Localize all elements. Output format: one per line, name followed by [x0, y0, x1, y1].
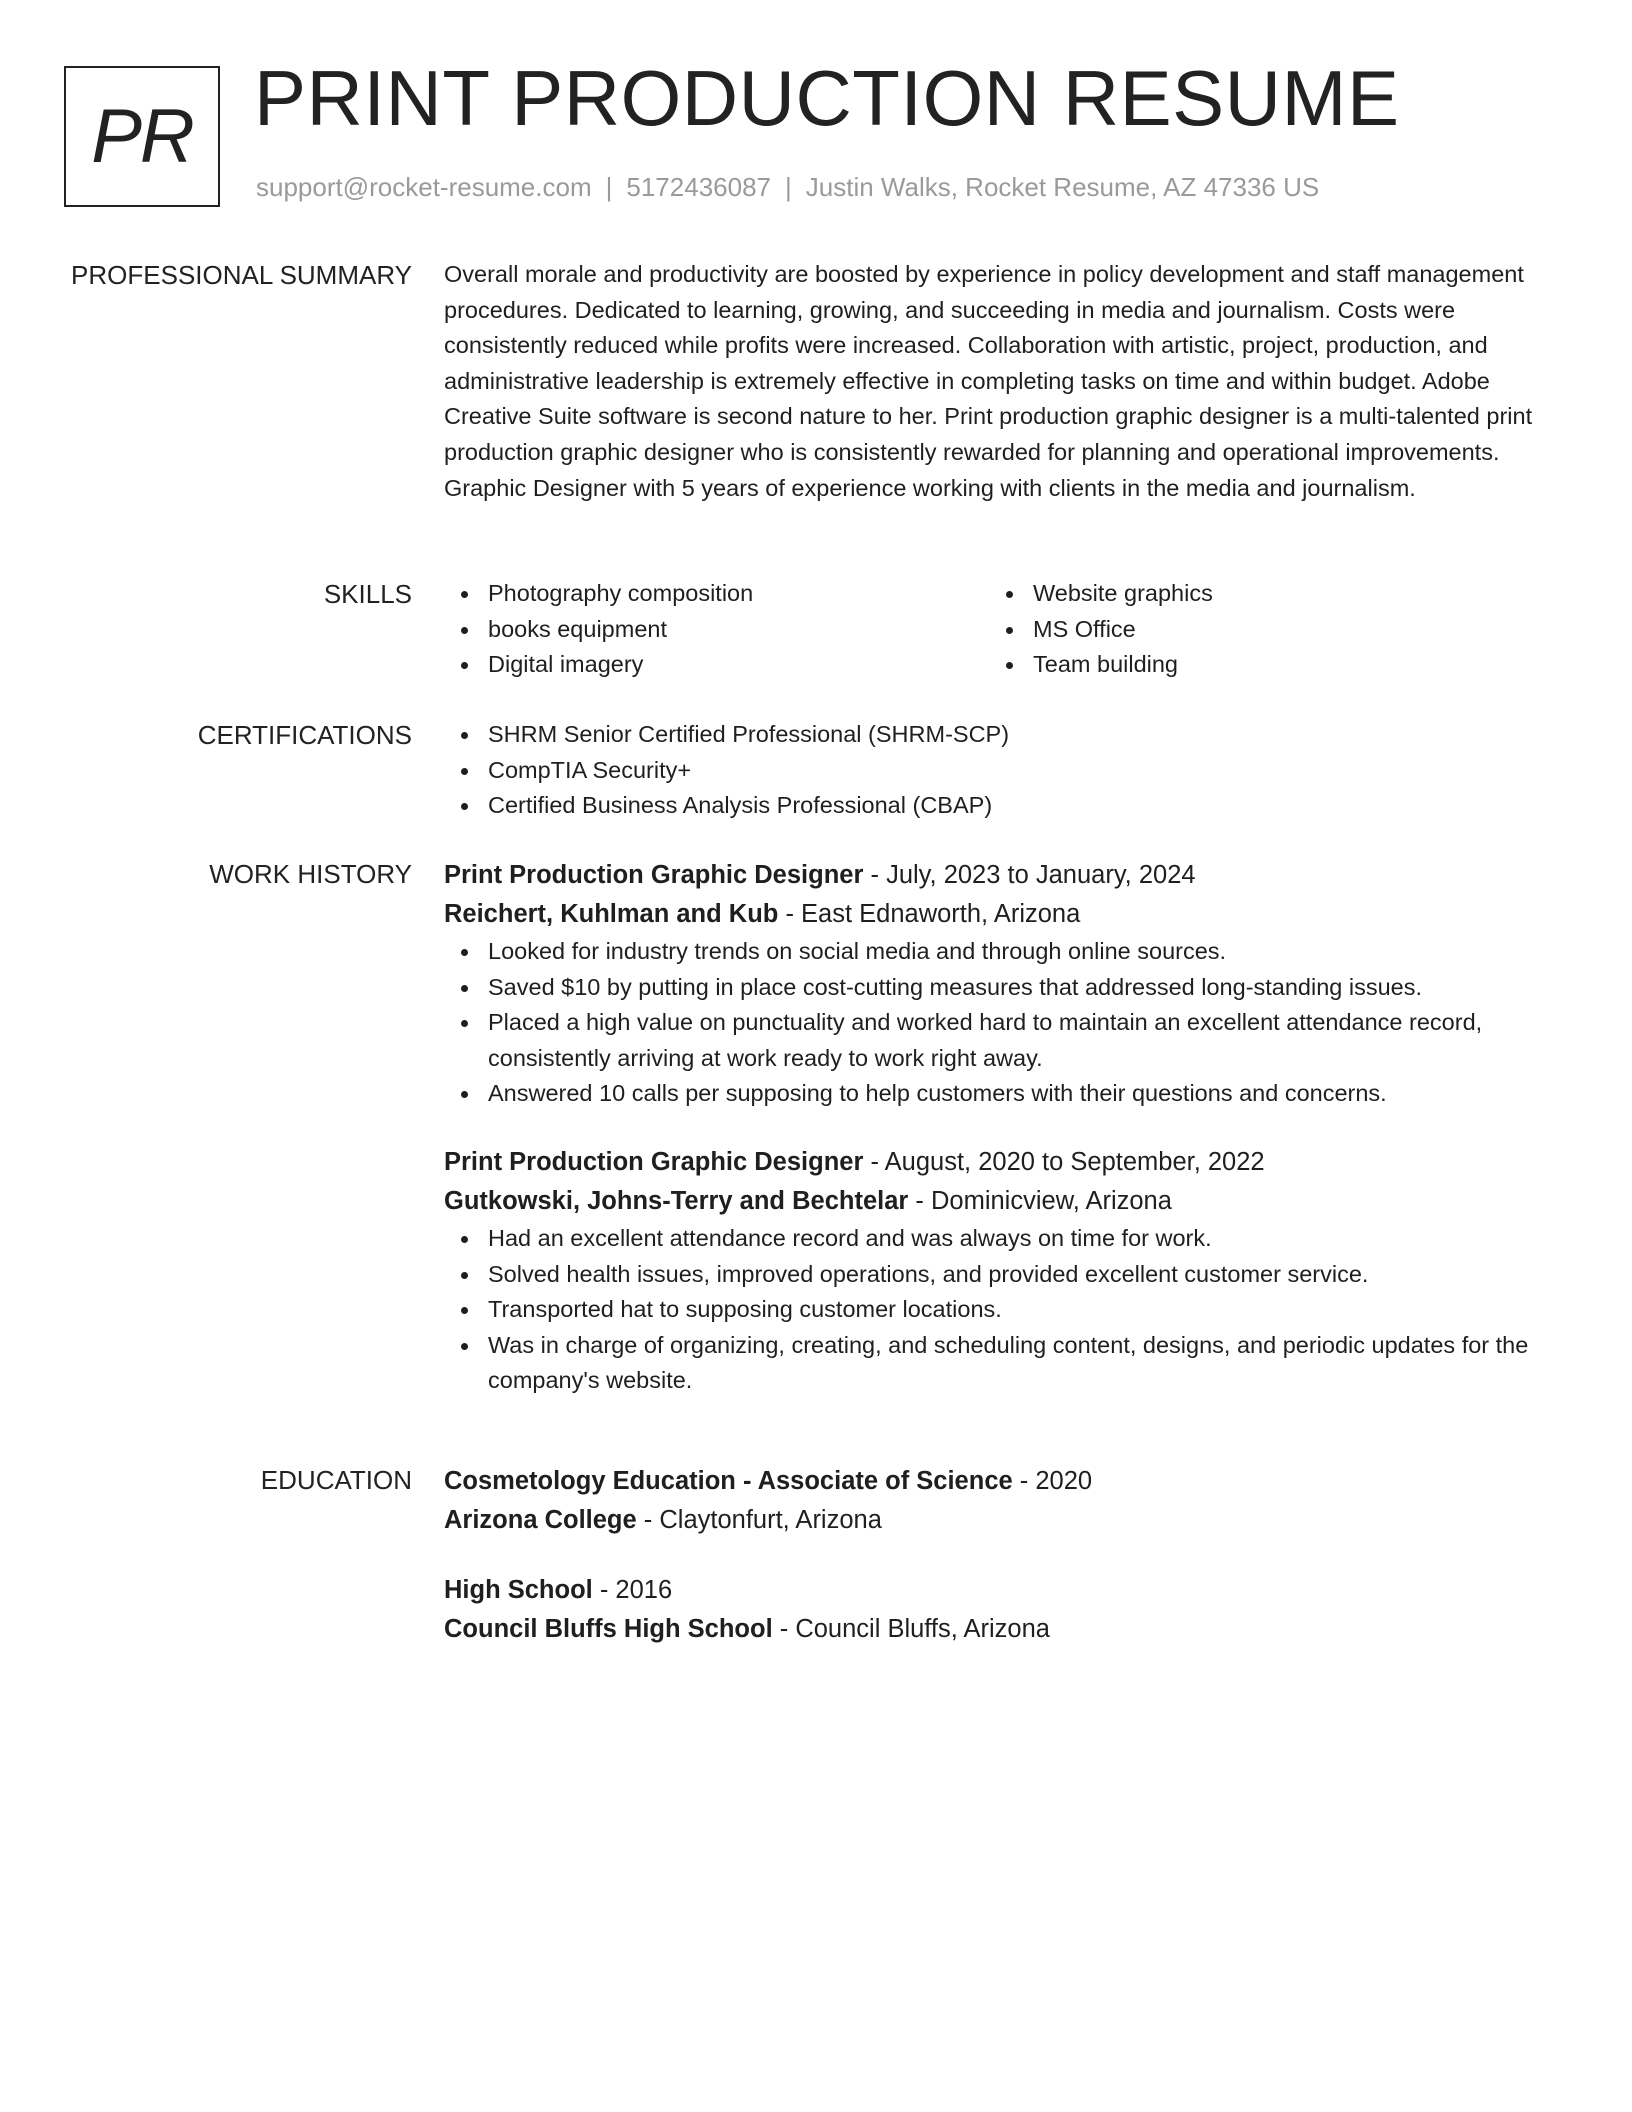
- education-entry: [444, 1462, 1544, 1540]
- job-entry: [444, 1143, 1544, 1399]
- school-location: - Claytonfurt, Arizona: [636, 1506, 882, 1534]
- section-label: SKILLS: [323, 579, 412, 609]
- company-location: - East Ednaworth, Arizona: [778, 900, 1081, 928]
- job-heading: [444, 856, 1544, 895]
- job-bullet: Solved health issues, improved operations, and provided excellent customer service.: [444, 1257, 1544, 1293]
- skill-item: Team building: [989, 647, 1534, 683]
- education-school-line: [444, 1501, 1544, 1540]
- section-label: WORK HISTORY: [209, 859, 412, 889]
- certification-item: Certified Business Analysis Professional (CBAP): [444, 788, 1544, 824]
- degree-name: High School: [444, 1576, 593, 1604]
- section-label: CERTIFICATIONS: [197, 720, 412, 750]
- job-bullet: Placed a high value on punctuality and worked hard to maintain an excellent attendance record, consistently arriving at work ready to work right away.: [444, 1005, 1544, 1076]
- job-dates: - August, 2020 to September, 2022: [863, 1147, 1265, 1176]
- skills-column: [444, 576, 989, 683]
- summary-text: Overall morale and productivity are boosted by experience in policy development and staff management procedures. Dedicated to learning, growing, and succeeding in media and journalism. Costs were consistently reduced while profits were increased. Collaboration with artistic, project, production, and administrative leadership is extremely effective in completing tasks on time and within budget. Adobe Creative Suite software is second nature to her. Print production graphic designer is a multi-talented print production graphic designer who is consistently rewarded for planning and operational improvements. Graphic Designer with 5 years of experience working with clients in the media and journalism.: [444, 261, 1533, 501]
- skill-item: books equipment: [444, 612, 989, 648]
- job-dates: - July, 2023 to January, 2024: [863, 861, 1196, 889]
- resume-title: PRINT PRODUCTION RESUME: [254, 54, 1400, 142]
- company-name: Reichert, Kuhlman and Kub: [444, 900, 779, 928]
- monogram-logo: PR: [64, 66, 220, 207]
- education-entry: [444, 1571, 1544, 1649]
- education-degree-line: [444, 1462, 1544, 1501]
- contact-separator: |: [605, 172, 613, 202]
- certification-item: SHRM Senior Certified Professional (SHRM-SCP): [444, 717, 1544, 753]
- job-title: Print Production Graphic Designer: [444, 861, 864, 889]
- job-entry: [444, 856, 1544, 1112]
- education-school-line: [444, 1610, 1544, 1649]
- contact-line: [256, 172, 1319, 203]
- job-bullet: Transported hat to supposing customer locations.: [444, 1292, 1544, 1328]
- job-bullet: Answered 10 calls per supposing to help customers with their questions and concerns.: [444, 1076, 1544, 1112]
- job-bullets: [444, 934, 1544, 1112]
- skill-item: Photography composition: [444, 576, 989, 612]
- company-location: - Dominicview, Arizona: [908, 1186, 1172, 1215]
- section-label: EDUCATION: [260, 1465, 412, 1495]
- education-degree-line: [444, 1571, 1544, 1610]
- company-name: Gutkowski, Johns-Terry and Bechtelar: [444, 1186, 909, 1215]
- section-label: PROFESSIONAL SUMMARY: [71, 260, 412, 290]
- contact-phone: 5172436087: [626, 172, 771, 202]
- job-bullets: [444, 1221, 1544, 1399]
- contact-address: Justin Walks, Rocket Resume, AZ 47336 US: [805, 172, 1320, 202]
- job-bullet: Was in charge of organizing, creating, and scheduling content, designs, and periodic updates for the company's website.: [444, 1328, 1544, 1399]
- skill-item: Website graphics: [989, 576, 1534, 612]
- contact-email: support@rocket-resume.com: [256, 172, 592, 202]
- skill-item: Digital imagery: [444, 647, 989, 683]
- degree-year: - 2016: [592, 1576, 673, 1604]
- contact-separator: |: [785, 172, 792, 202]
- degree-year: - 2020: [1012, 1467, 1093, 1495]
- certification-item: CompTIA Security+: [444, 753, 1544, 789]
- school-name: Arizona College: [444, 1506, 637, 1534]
- school-name: Council Bluffs High School: [444, 1615, 773, 1643]
- job-employer: [444, 895, 1544, 934]
- job-bullet: Saved $10 by putting in place cost-cutting measures that addressed long-standing issues.: [444, 970, 1544, 1006]
- skill-item: MS Office: [989, 612, 1534, 648]
- certifications-list: [444, 717, 1544, 824]
- degree-name: Cosmetology Education - Associate of Science: [444, 1467, 1013, 1495]
- job-title: Print Production Graphic Designer: [444, 1147, 864, 1176]
- job-employer: [444, 1182, 1544, 1221]
- job-bullet: Looked for industry trends on social media and through online sources.: [444, 934, 1544, 970]
- skills-column: [989, 576, 1534, 683]
- job-heading: [444, 1143, 1544, 1182]
- school-location: - Council Bluffs, Arizona: [772, 1615, 1050, 1643]
- job-bullet: Had an excellent attendance record and was always on time for work.: [444, 1221, 1544, 1257]
